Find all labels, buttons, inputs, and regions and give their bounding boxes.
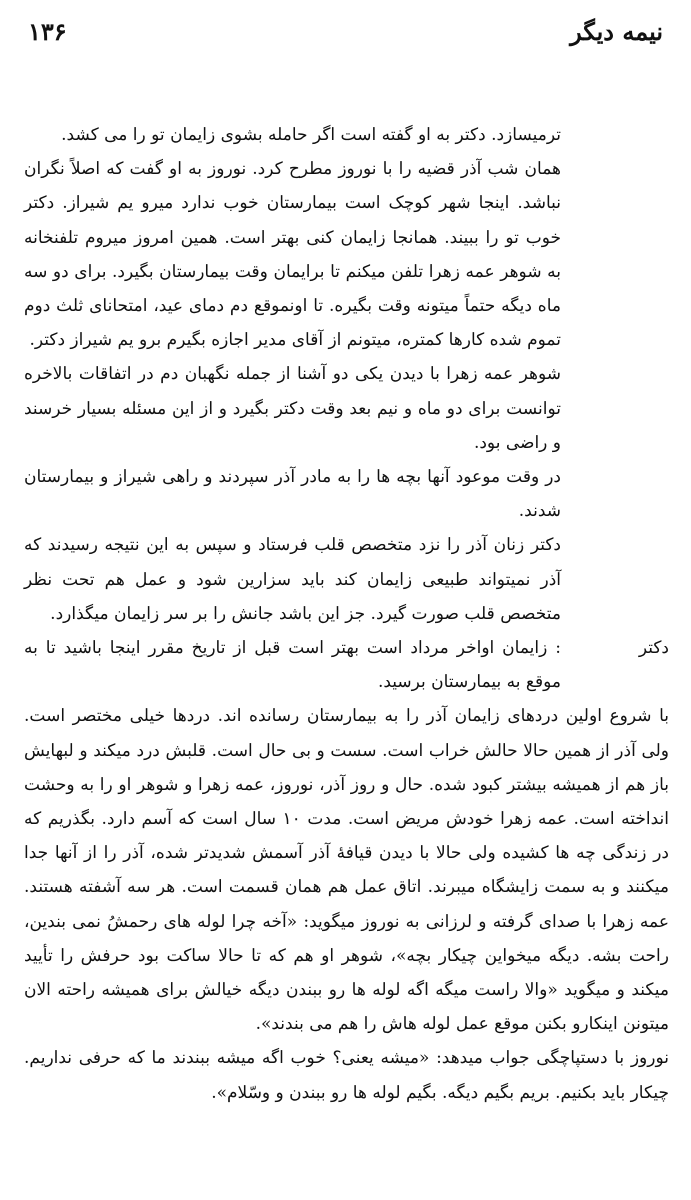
paragraph: نوروز با دستپاچگی جواب میدهد: «میشه یعنی؟ خوب اگه میشه ببندند ما که حرفی نداریم. چیکار باید بکنیم. بریم بگیم دیگه. بگیم لوله ها رو ببندن و وسّلام». xyxy=(24,1048,669,1103)
dialog-separator: : xyxy=(555,638,562,659)
paragraph: شوهر عمه زهرا با دیدن یکی دو آشنا از جمله نگهبان دم در اتفاقات بالاخره توانست برای دو ماه و نیم بعد وقت دکتر بگیرد و از این مسئله بسیار خرسند و راضی بود. xyxy=(24,364,561,453)
dialog-speaker xyxy=(609,631,669,665)
paragraph: دکتر زنان آذر را نزد متخصص قلب فرستاد و سپس به این نتیجه رسیدند که آذر نمیتواند طبیعی زایمان کند باید سزارین شود و عمل هم تحت نظر متخصص قلب صورت گیرد. جز این باشد جانش را بر سر زایمان میگذارد. xyxy=(24,535,561,624)
running-title: نیمه دیگر xyxy=(570,16,663,46)
paragraph: ترمیسازد. دکتر به او گفته است اگر حامله بشوی زایمان تو را می کشد. xyxy=(61,125,561,145)
page-number: ۱۳۶ xyxy=(28,16,67,46)
paragraph: همان شب آذر قضیه را با نوروز مطرح کرد. نوروز به او گفت که اصلاً نگران نباشد. اینجا شهر کوچک است بیمارستان خوب ندارد میرو یم شیراز. دکتر خوب تو را ببیند. همانجا زایمان کنی بهتر است. همین امروز میروم تلفنخانه به شوهر عمه زهرا تلفن میکنم تا برایمان وقت بیمارستان بگیرد. برای دو سه ماه دیگه حتماً میتونه وقت بگیره. تا اونموقع دم دمای عید، امتحانای ثلث دوم تموم شده کارها کمتره، میتونم از آقای مدیر اجازه بگیرم برو یم شیراز دکتر. xyxy=(24,159,561,351)
dialog-line xyxy=(24,631,561,699)
page-header xyxy=(28,14,663,48)
paragraph: در وقت موعود آنها بچه ها را به مادر آذر سپردند و راهی شیراز و بیمارستان شدند. xyxy=(24,467,561,522)
indented-section xyxy=(24,118,669,699)
dialog-entry xyxy=(24,631,669,699)
body-text xyxy=(24,118,669,1110)
paragraph: با شروع اولین دردهای زایمان آذر را به بیمارستان رسانده اند. دردها خیلی مختصر است. ولی آذر از همین حالا حالش خراب است. سست و بی حال است. قلبش درد میکند و لبهایش باز هم از همیشه بیشتر کبود شده. حال و روز آذر، نوروز، عمه زهرا و شوهر او را به وحشت انداخته است. عمه زهرا خودش مریض است. مدت ۱۰ سال است که آسم دارد. بگذریم که در زندگی چه ها کشیده ولی حالا با دیدن قیافهٔ آذر آسمش شدیدتر شده، آذر را از آنها جدا میکنند و به سمت زایشگاه میبرند. اتاق عمل هم همان قسمت است. هر سه آشفته هستند. عمه زهرا با صدای گرفته و لرزانی به نوروز میگوید: «آخه چرا لوله های رحمشُ نمی بندین، راحت بشه. دیگه میخواین چیکار بچه»، شوهر او هم که تا حالا ساکت بود حرفش را تأیید میکند و میگوید «والا راست میگه اگه لوله ها رو ببندن دیگه خیالش برای همیشه راحته الان میتونن اینکارو بکنن موقع عمل لوله هاش را هم می بندند». xyxy=(24,706,669,1035)
dialog-text: زایمان اواخر مرداد است بهتر است قبل از تاریخ مقرر اینجا باشید تا به موقع به بیمارستان برسید. xyxy=(24,638,561,693)
speaker-name: دکتر xyxy=(638,638,669,659)
